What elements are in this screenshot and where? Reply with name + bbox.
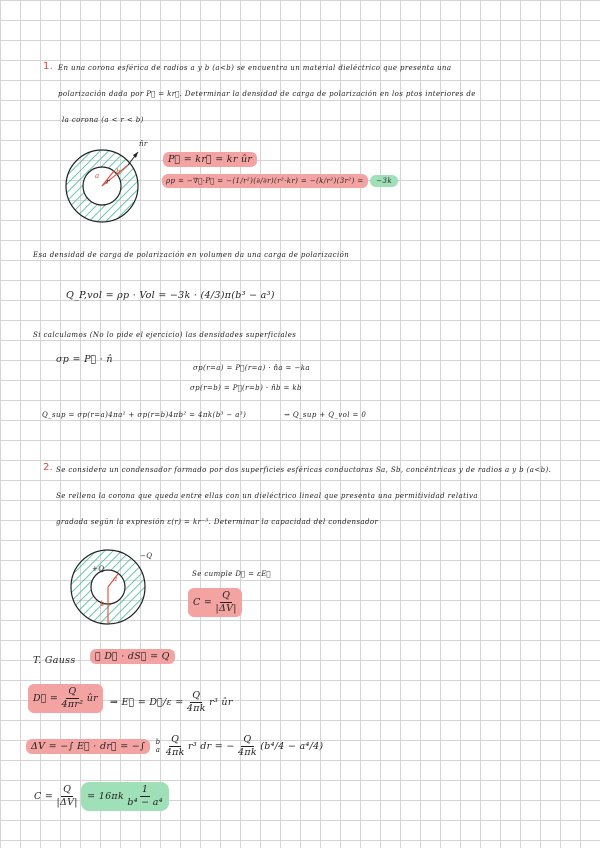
problem2-figure-label-b: b xyxy=(100,600,105,608)
problem1-shell-figure xyxy=(56,135,166,235)
problem2-dv-result-fraction xyxy=(238,734,257,759)
problem2-e-tail: r³ ûr xyxy=(209,696,233,708)
problem1-sigma-a: σp(r=a) = P⃗(r=a) · n̂a = −ka xyxy=(193,364,310,372)
problem2-cap-def-num: Q xyxy=(222,590,231,601)
problem2-c-lhs: C = xyxy=(34,790,54,802)
problem2-dv-tail: (b⁴/4 − a⁴/4) xyxy=(260,740,324,752)
problem2-delta-v xyxy=(26,734,323,759)
problem2-d-num: Q xyxy=(68,686,77,697)
problem2-e-field xyxy=(110,690,233,715)
problem1-statement-line2: polarización dada por P⃗ = kr⃗. Determinar la densidad de carga de polarización en los ptos interiores de xyxy=(58,90,476,98)
problem2-dv-lhs: ΔV = −∫ E⃗ · dr⃗ = −∫ xyxy=(26,739,150,754)
problem1-eq-rho xyxy=(162,177,398,185)
problem1-q-sup: Q_sup = σp(r=a)4πa² + σp(r=b)4πb² = 4πk(b³ − a³) xyxy=(42,411,247,419)
problem2-statement-line2: Se rellena la corona que queda entre ellas con un dieléctrico lineal que presenta una permitividad relativa xyxy=(56,492,478,500)
problem2-dv-mid: r³ dr = − xyxy=(188,740,235,752)
problem1-figure-label-b: b xyxy=(116,168,121,176)
problem2-dv-lim-upper: b xyxy=(155,737,161,746)
problem2-d-field xyxy=(28,684,103,713)
problem2-dv-lim-lower: a xyxy=(155,746,161,755)
problem2-figure-label-plus-q: +Q xyxy=(92,565,105,573)
problem2-number: 2. xyxy=(43,462,54,473)
problem2-c-result-highlight xyxy=(81,782,169,811)
problem2-d-den: 4πr² xyxy=(61,698,84,710)
problem2-e-den: 4πk xyxy=(186,702,206,714)
problem2-d-lhs: D⃗ = xyxy=(33,692,59,704)
problem1-surface-intro: Si calculamos (No lo pide el ejercicio) las densidades superficiales xyxy=(33,331,297,339)
problem2-cap-def-lhs: C = xyxy=(193,596,213,608)
problem2-dv-res-den: 4πk xyxy=(237,746,257,758)
problem1-sigma-definition: σp = P⃗ · n̂ xyxy=(56,354,113,365)
problem1-statement-line1: En una corona esférica de radios a y b (a<b) se encuentra un material dieléctrico que presenta una xyxy=(58,64,452,72)
problem2-c-res-num: 1 xyxy=(141,784,149,795)
problem2-e-num: Q xyxy=(192,690,201,701)
problem2-cap-def-fraction xyxy=(215,590,236,615)
problem2-figure-label-minus-q: −Q xyxy=(140,552,153,560)
problem2-c-res-den: b⁴ − a⁴ xyxy=(127,796,163,808)
problem2-d-fraction xyxy=(62,686,84,711)
problem2-c-eq: = 16πk xyxy=(87,790,125,802)
problem2-dv-limits xyxy=(154,738,163,756)
problem1-figure-label-a: a xyxy=(95,172,100,180)
problem2-statement-line3: gradada según la expresión ε(r) = kr⁻³. Determinar la capacidad del condensador xyxy=(56,518,379,526)
problem1-sigma-b: σp(r=b) = P⃗(r=b) · n̂b = kb xyxy=(190,384,302,392)
problem2-e-arrow: ⇒ E⃗ = D⃗/ε = xyxy=(110,696,184,708)
problem2-d-unit: ûr xyxy=(86,692,98,704)
problem2-gauss-equation: ∯ D⃗ · dS⃗ = Q xyxy=(90,649,175,664)
problem1-eq-rho-lhs: ρp = −∇⃗·P⃗ = −(1/r²)(∂/∂r)(r²·kr) = −(k/r²)(3r²) = xyxy=(162,174,368,188)
problem2-dv-int-den: 4πk xyxy=(165,746,185,758)
problem1-figure-label-r: r xyxy=(106,178,110,186)
problem2-cap-def-den: |ΔV| xyxy=(215,602,237,614)
problem2-capacity-result xyxy=(34,782,169,811)
problem2-c-fraction xyxy=(56,784,77,809)
problem1-note: Esa densidad de carga de polarización en volumen da una carga de polarización xyxy=(33,251,350,259)
problem2-c-den: |ΔV| xyxy=(56,796,78,808)
problem1-q-conclusion: ⇝ Q_sup + Q_vol = 0 xyxy=(284,411,367,419)
problem2-statement-line1: Se considera un condensador formado por dos superficies esféricas conductoras Sa, Sb, concéntricas y de radios a y b (a<b). xyxy=(56,466,552,474)
problem1-figure-label-nr: n̂r xyxy=(139,140,148,148)
problem2-capacity-definition xyxy=(188,588,242,617)
problem1-number: 1. xyxy=(43,61,54,72)
problem2-figure-label-a: a xyxy=(113,575,118,583)
problem1-q-vol: Q_P,vol = ρp · Vol = −3k · (4/3)π(b³ − a³) xyxy=(66,290,275,301)
problem2-c-result-fraction xyxy=(127,784,162,809)
problem2-dv-int-num: Q xyxy=(171,734,180,745)
problem2-gauss-label: T. Gauss xyxy=(33,655,76,666)
problem2-se-cumple: Se cumple D⃗ = εE⃗ xyxy=(192,570,271,578)
problem2-c-num: Q xyxy=(63,784,72,795)
problem1-eq-polarization: P⃗ = kr⃗ = kr ûr xyxy=(163,152,257,167)
problem1-eq-rho-result: −3k xyxy=(370,175,398,187)
problem1-statement-line3: la corona (a < r < b) xyxy=(62,116,144,124)
problem2-dv-res-num: Q xyxy=(243,734,252,745)
problem2-dv-integrand-fraction xyxy=(166,734,185,759)
problem2-e-fraction xyxy=(187,690,206,715)
